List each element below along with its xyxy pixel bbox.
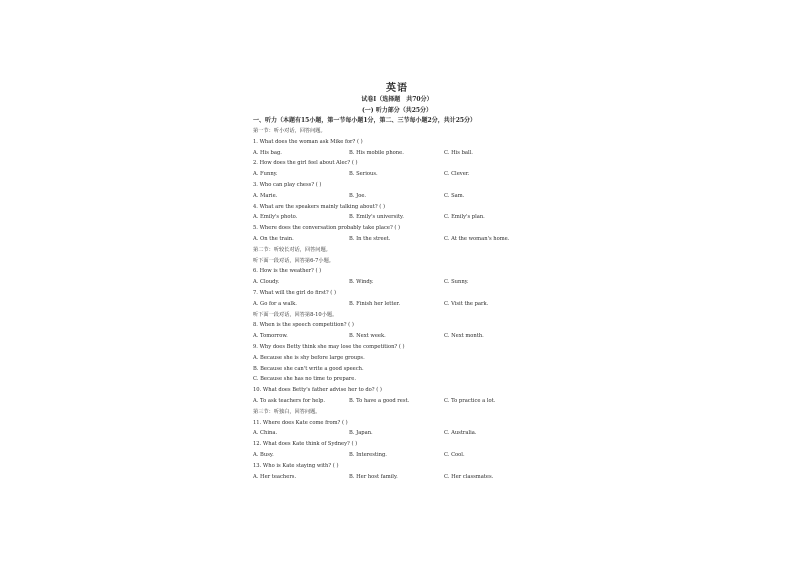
answer-option: A. On the train. <box>253 236 294 242</box>
answer-option: A. Busy. <box>253 452 274 458</box>
answer-option: C. Emily's plan. <box>444 214 485 221</box>
answer-option: C. Clever. <box>444 171 470 178</box>
answer-option: A. Funny. <box>253 171 278 178</box>
question-text: 4. What are the speakers mainly talking about? ( ) <box>253 203 385 210</box>
question-text: 11. Where does Kate come from? ( ) <box>253 419 348 426</box>
question-text: 8. When is the speech competition? ( ) <box>253 322 354 329</box>
answer-option: B. Her host family. <box>349 473 398 480</box>
section-instruction: 第一节：听小对话，回答问题。 <box>253 128 326 134</box>
question-text: 7. What will the girl do first? ( ) <box>253 290 336 296</box>
question-text: C. Because she has no time to prepare. <box>253 376 356 383</box>
question-text: 12. What does Kate think of Sydney? ( ) <box>253 441 358 448</box>
paper-label: 试卷Ⅰ（选择题 共70分） <box>361 96 433 103</box>
answer-option: A. Her teachers. <box>253 473 297 480</box>
answer-option: A. Cloudy. <box>253 279 280 286</box>
answer-option: A. Go for a walk. <box>253 300 297 307</box>
answer-option: A. Tomorrow. <box>253 333 288 340</box>
answer-option: B. Serious. <box>349 171 378 178</box>
answer-option: B. In the street. <box>349 236 391 242</box>
section-instruction: 听下面一段对话，回答第8-10小题。 <box>253 311 338 318</box>
answer-option: C. To practice a lot. <box>444 398 496 404</box>
question-text: 13. Who is Kate staying with? ( ) <box>253 462 339 469</box>
exam-title: 英语 <box>386 83 408 94</box>
answer-option: C. Next month. <box>444 333 484 340</box>
answer-option: C. At the woman's home. <box>444 236 510 242</box>
answer-option: B. His mobile phone. <box>349 149 404 156</box>
answer-option: C. His ball. <box>444 149 473 156</box>
section-instruction: 第三节：听独白，回答问题。 <box>253 408 321 415</box>
answer-option: B. Windy. <box>349 279 374 286</box>
answer-option: B. Finish her letter. <box>349 300 401 307</box>
answer-option: A. Emily's photo. <box>253 214 298 221</box>
section-instruction: 第二节：听较长对话，回答问题。 <box>253 246 331 253</box>
answer-option: B. Japan. <box>349 430 373 437</box>
answer-option: C. Australia. <box>444 430 477 437</box>
answer-option: C. Her classmates. <box>444 473 494 480</box>
answer-option: A. To ask teachers for help. <box>253 398 325 404</box>
answer-option: B. Emily's university. <box>349 214 404 221</box>
answer-option: B. Interesting. <box>349 452 387 458</box>
question-text: B. Because she can't write a good speech. <box>253 365 364 372</box>
question-text: 5. Where does the conversation probably take place? ( ) <box>253 225 401 232</box>
section-instruction: 听下面一段对话，回答第6-7小题。 <box>253 257 334 264</box>
answer-option: C. Visit the park. <box>444 300 489 307</box>
question-text: 9. Why does Betty think she may lose the competition? ( ) <box>253 344 405 350</box>
answer-option: C. Cool. <box>444 452 465 458</box>
answer-option: C. Sunny. <box>444 279 469 286</box>
question-text: 6. How is the weather? ( ) <box>253 268 322 275</box>
answer-option: A. His bag. <box>253 149 282 156</box>
part-label: (一) 听力部分（共25分） <box>361 107 433 114</box>
question-text: 10. What does Betty's father advise her to do? ( ) <box>253 387 382 394</box>
answer-option: B. Joe. <box>349 192 367 199</box>
answer-option: C. Sam. <box>444 192 465 199</box>
question-text: A. Because she is shy before large groups. <box>253 354 365 361</box>
question-text: 3. Who can play chess? ( ) <box>253 182 322 188</box>
question-text: 1. What does the woman ask Mike for? ( ) <box>253 138 363 145</box>
answer-option: A. China. <box>253 430 278 437</box>
section-heading: 一、听力（本题有15小题，第一节每小题1分，第二、三节每小题2分，共计25分） <box>253 117 477 124</box>
answer-option: A. Marie. <box>253 192 278 199</box>
answer-option: B. Next week. <box>349 333 386 340</box>
question-text: 2. How does the girl feel about Alec? ( ) <box>253 160 358 167</box>
answer-option: B. To have a good rest. <box>349 398 410 404</box>
